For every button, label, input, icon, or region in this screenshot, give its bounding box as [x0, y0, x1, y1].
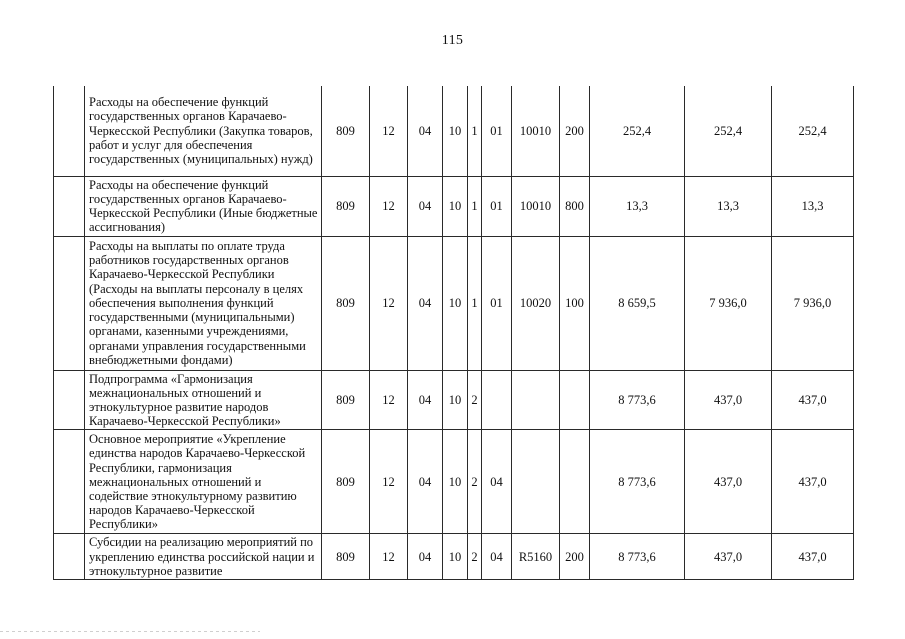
subprogram-cell: 1 — [468, 236, 482, 370]
table-row — [54, 176, 854, 236]
section-cell: 12 — [370, 236, 408, 370]
event-cell: 01 — [482, 86, 512, 176]
direction-cell — [512, 430, 560, 534]
event-cell: 01 — [482, 176, 512, 236]
sum-1-cell: 8 659,5 — [590, 236, 685, 370]
subsection-cell: 04 — [408, 370, 443, 430]
row-number-cell — [54, 86, 85, 176]
sum-3-cell: 437,0 — [772, 370, 854, 430]
description-cell: Расходы на обеспечение функций государственных органов Карачаево-Черкесской Республики (Иные бюджетные ассигнования) — [85, 176, 322, 236]
expense-type-cell: 200 — [560, 86, 590, 176]
subprogram-cell: 1 — [468, 86, 482, 176]
table-row — [54, 370, 854, 430]
sum-2-cell: 437,0 — [685, 430, 772, 534]
description-cell: Основное мероприятие «Укрепление единства народов Карачаево-Черкесской Республики, гармонизация межнациональных отношений и содействие этнокультурному развитию народов Карачаево-Черкесской Республики» — [85, 430, 322, 534]
sum-3-cell: 437,0 — [772, 430, 854, 534]
sum-1-cell: 252,4 — [590, 86, 685, 176]
event-cell: 04 — [482, 534, 512, 580]
row-number-cell — [54, 430, 85, 534]
admin-code-cell: 809 — [322, 370, 370, 430]
expense-type-cell — [560, 430, 590, 534]
program-cell: 10 — [443, 176, 468, 236]
subprogram-cell: 2 — [468, 534, 482, 580]
section-cell: 12 — [370, 430, 408, 534]
description-cell: Расходы на обеспечение функций государственных органов Карачаево-Черкесской Республики (Закупка товаров, работ и услуг для обеспечения государственных (муниципальных) нужд) — [85, 86, 322, 176]
direction-cell: 10020 — [512, 236, 560, 370]
expense-type-cell: 100 — [560, 236, 590, 370]
admin-code-cell: 809 — [322, 236, 370, 370]
sum-2-cell: 252,4 — [685, 86, 772, 176]
direction-cell: R5160 — [512, 534, 560, 580]
sum-3-cell: 252,4 — [772, 86, 854, 176]
program-cell: 10 — [443, 534, 468, 580]
page-number: 115 — [441, 33, 464, 48]
admin-code-cell: 809 — [322, 534, 370, 580]
row-number-cell — [54, 176, 85, 236]
sum-2-cell: 437,0 — [685, 370, 772, 430]
row-number-cell — [54, 370, 85, 430]
direction-cell — [512, 370, 560, 430]
admin-code-cell: 809 — [322, 430, 370, 534]
subsection-cell: 04 — [408, 176, 443, 236]
scan-artifact-line — [0, 631, 260, 632]
description-cell: Субсидии на реализацию мероприятий по укреплению единства российской нации и этнокультурное развитие — [85, 534, 322, 580]
section-cell: 12 — [370, 534, 408, 580]
subsection-cell: 04 — [408, 430, 443, 534]
event-cell — [482, 370, 512, 430]
subsection-cell: 04 — [408, 86, 443, 176]
subsection-cell: 04 — [408, 534, 443, 580]
table-row — [54, 86, 854, 176]
sum-1-cell: 8 773,6 — [590, 534, 685, 580]
sum-2-cell: 13,3 — [685, 176, 772, 236]
table-row — [54, 236, 854, 370]
subsection-cell: 04 — [408, 236, 443, 370]
direction-cell: 10010 — [512, 86, 560, 176]
description-cell: Расходы на выплаты по оплате труда работников государственных органов Карачаево-Черкесской Республики (Расходы на выплаты персоналу в целях обеспечения выполнения функций государственными (муниципальными) органами, казенными учреждениями, органами управления государственными внебюджетными фондами) — [85, 236, 322, 370]
sum-3-cell: 13,3 — [772, 176, 854, 236]
budget-table — [53, 86, 854, 580]
event-cell: 01 — [482, 236, 512, 370]
admin-code-cell: 809 — [322, 86, 370, 176]
expense-type-cell: 800 — [560, 176, 590, 236]
sum-2-cell: 7 936,0 — [685, 236, 772, 370]
section-cell: 12 — [370, 86, 408, 176]
subprogram-cell: 2 — [468, 430, 482, 534]
table-row — [54, 430, 854, 534]
program-cell: 10 — [443, 430, 468, 534]
subprogram-cell: 2 — [468, 370, 482, 430]
admin-code-cell: 809 — [322, 176, 370, 236]
event-cell: 04 — [482, 430, 512, 534]
description-cell: Подпрограмма «Гармонизация межнациональных отношений и этнокультурное развитие народов Карачаево-Черкесской Республики» — [85, 370, 322, 430]
sum-1-cell: 8 773,6 — [590, 370, 685, 430]
subprogram-cell: 1 — [468, 176, 482, 236]
row-number-cell — [54, 236, 85, 370]
row-number-cell — [54, 534, 85, 580]
direction-cell: 10010 — [512, 176, 560, 236]
sum-2-cell: 437,0 — [685, 534, 772, 580]
sum-1-cell: 13,3 — [590, 176, 685, 236]
section-cell: 12 — [370, 370, 408, 430]
sum-3-cell: 7 936,0 — [772, 236, 854, 370]
program-cell: 10 — [443, 370, 468, 430]
section-cell: 12 — [370, 176, 408, 236]
sum-3-cell: 437,0 — [772, 534, 854, 580]
expense-type-cell: 200 — [560, 534, 590, 580]
program-cell: 10 — [443, 236, 468, 370]
table-row — [54, 534, 854, 580]
sum-1-cell: 8 773,6 — [590, 430, 685, 534]
program-cell: 10 — [443, 86, 468, 176]
expense-type-cell — [560, 370, 590, 430]
